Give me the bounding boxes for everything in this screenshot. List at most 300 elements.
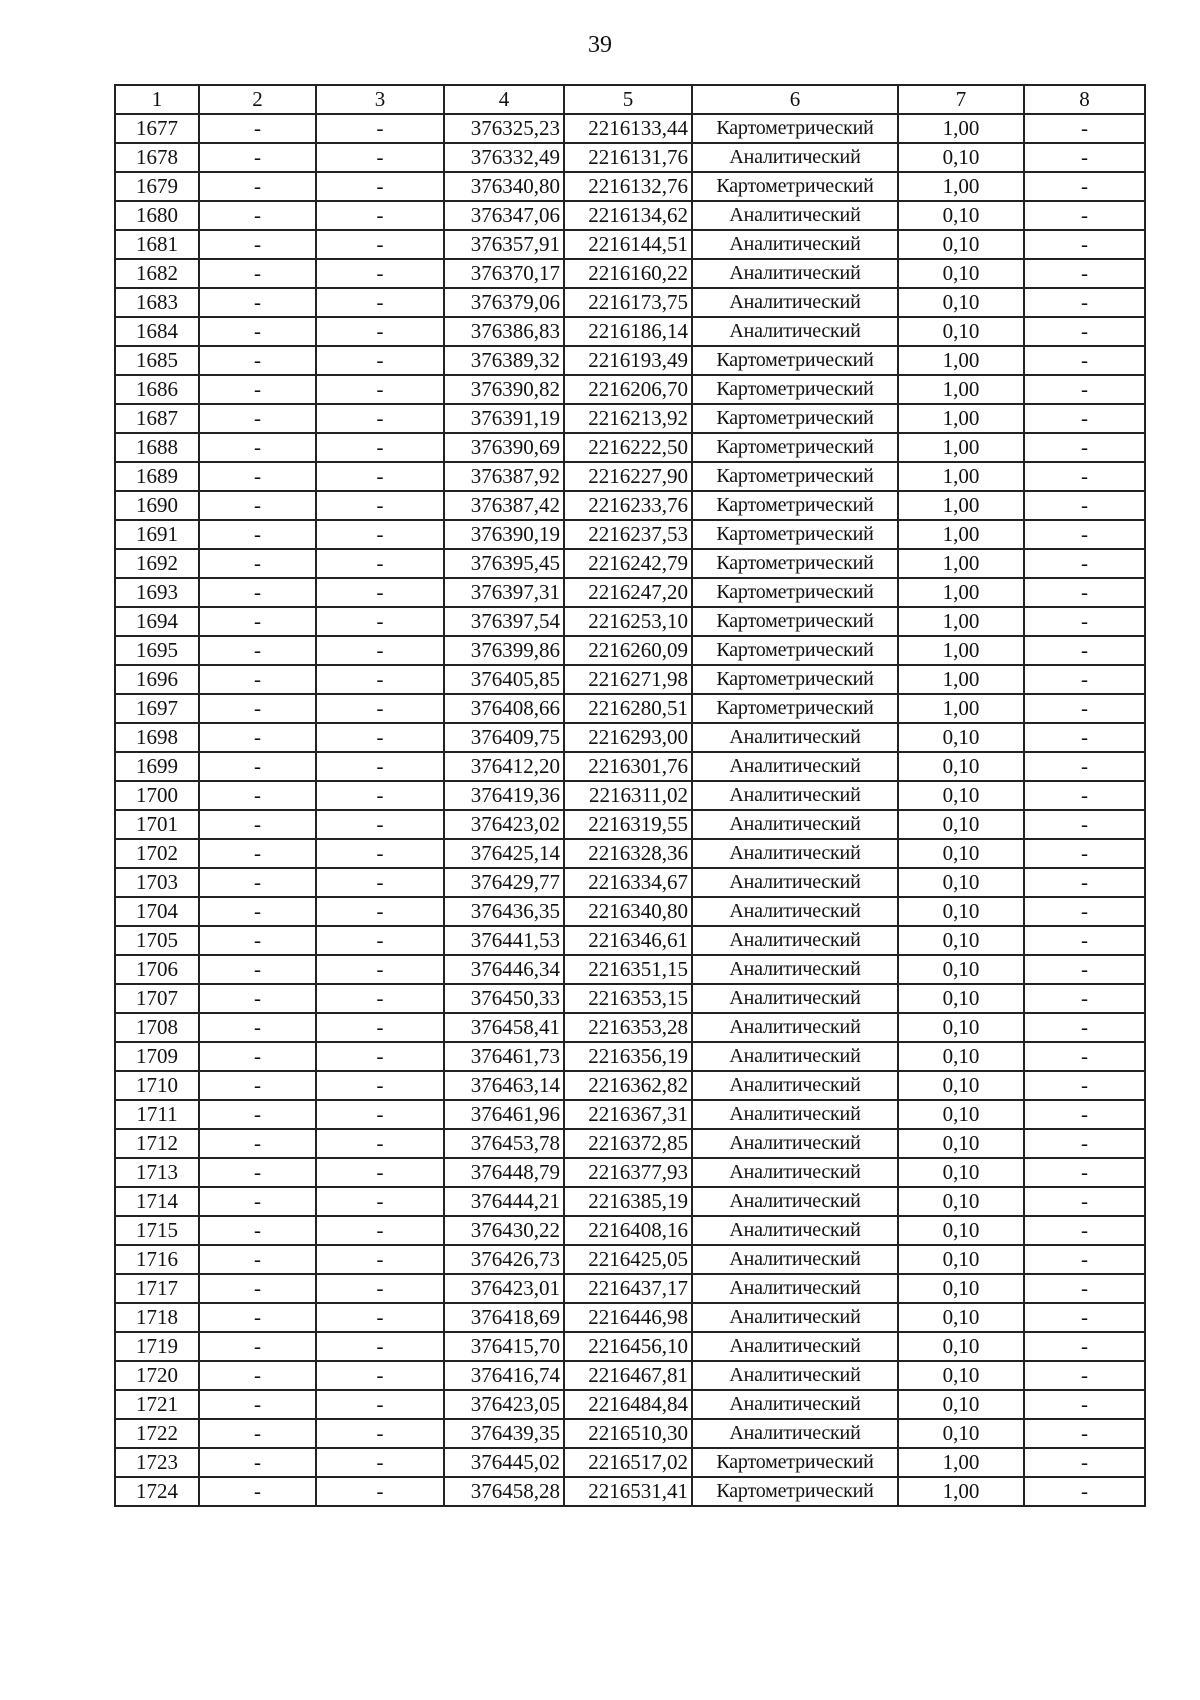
table-row bbox=[115, 1477, 1145, 1506]
y-coordinate-cell: 2216377,93 bbox=[564, 1158, 692, 1187]
y-coordinate-cell: 2216260,09 bbox=[564, 636, 692, 665]
column-3-cell: - bbox=[316, 1332, 444, 1361]
column-8-cell: - bbox=[1024, 1216, 1145, 1245]
y-coordinate-cell: 2216531,41 bbox=[564, 1477, 692, 1506]
method-cell: Аналитический bbox=[692, 1419, 898, 1448]
table-row bbox=[115, 1303, 1145, 1332]
column-2-cell: - bbox=[199, 230, 316, 259]
point-number-cell: 1696 bbox=[115, 665, 199, 694]
column-8-cell: - bbox=[1024, 288, 1145, 317]
point-number-cell: 1724 bbox=[115, 1477, 199, 1506]
x-coordinate-cell: 376461,73 bbox=[444, 1042, 564, 1071]
y-coordinate-cell: 2216510,30 bbox=[564, 1419, 692, 1448]
column-2-cell: - bbox=[199, 955, 316, 984]
column-3-cell: - bbox=[316, 288, 444, 317]
y-coordinate-cell: 2216186,14 bbox=[564, 317, 692, 346]
method-cell: Аналитический bbox=[692, 781, 898, 810]
column-2-cell: - bbox=[199, 462, 316, 491]
column-2-cell: - bbox=[199, 607, 316, 636]
column-8-cell: - bbox=[1024, 607, 1145, 636]
point-number-cell: 1704 bbox=[115, 897, 199, 926]
table-row bbox=[115, 1129, 1145, 1158]
accuracy-cell: 0,10 bbox=[898, 868, 1024, 897]
method-cell: Картометрический bbox=[692, 694, 898, 723]
column-8-cell: - bbox=[1024, 752, 1145, 781]
column-2-cell: - bbox=[199, 1042, 316, 1071]
method-cell: Картометрический bbox=[692, 172, 898, 201]
column-2-cell: - bbox=[199, 1216, 316, 1245]
accuracy-cell: 1,00 bbox=[898, 549, 1024, 578]
column-3-cell: - bbox=[316, 926, 444, 955]
accuracy-cell: 0,10 bbox=[898, 288, 1024, 317]
x-coordinate-cell: 376409,75 bbox=[444, 723, 564, 752]
method-cell: Картометрический bbox=[692, 404, 898, 433]
method-cell: Аналитический bbox=[692, 810, 898, 839]
y-coordinate-cell: 2216237,53 bbox=[564, 520, 692, 549]
column-3-cell: - bbox=[316, 1187, 444, 1216]
method-cell: Картометрический bbox=[692, 462, 898, 491]
table-row bbox=[115, 259, 1145, 288]
accuracy-cell: 1,00 bbox=[898, 694, 1024, 723]
column-8-cell: - bbox=[1024, 462, 1145, 491]
x-coordinate-cell: 376458,41 bbox=[444, 1013, 564, 1042]
accuracy-cell: 1,00 bbox=[898, 433, 1024, 462]
y-coordinate-cell: 2216206,70 bbox=[564, 375, 692, 404]
column-header: 3 bbox=[316, 85, 444, 114]
table-row bbox=[115, 1448, 1145, 1477]
column-3-cell: - bbox=[316, 1158, 444, 1187]
method-cell: Аналитический bbox=[692, 1187, 898, 1216]
method-cell: Аналитический bbox=[692, 1100, 898, 1129]
accuracy-cell: 0,10 bbox=[898, 1274, 1024, 1303]
table-row bbox=[115, 810, 1145, 839]
point-number-cell: 1702 bbox=[115, 839, 199, 868]
x-coordinate-cell: 376453,78 bbox=[444, 1129, 564, 1158]
coordinates-table bbox=[114, 84, 1146, 1507]
y-coordinate-cell: 2216328,36 bbox=[564, 839, 692, 868]
method-cell: Аналитический bbox=[692, 1216, 898, 1245]
y-coordinate-cell: 2216222,50 bbox=[564, 433, 692, 462]
method-cell: Аналитический bbox=[692, 1332, 898, 1361]
y-coordinate-cell: 2216311,02 bbox=[564, 781, 692, 810]
point-number-cell: 1717 bbox=[115, 1274, 199, 1303]
x-coordinate-cell: 376390,69 bbox=[444, 433, 564, 462]
point-number-cell: 1708 bbox=[115, 1013, 199, 1042]
column-3-cell: - bbox=[316, 375, 444, 404]
table-row bbox=[115, 201, 1145, 230]
column-8-cell: - bbox=[1024, 1100, 1145, 1129]
column-3-cell: - bbox=[316, 1390, 444, 1419]
column-8-cell: - bbox=[1024, 694, 1145, 723]
column-2-cell: - bbox=[199, 868, 316, 897]
accuracy-cell: 0,10 bbox=[898, 723, 1024, 752]
column-3-cell: - bbox=[316, 752, 444, 781]
method-cell: Картометрический bbox=[692, 607, 898, 636]
x-coordinate-cell: 376391,19 bbox=[444, 404, 564, 433]
method-cell: Картометрический bbox=[692, 433, 898, 462]
x-coordinate-cell: 376441,53 bbox=[444, 926, 564, 955]
x-coordinate-cell: 376405,85 bbox=[444, 665, 564, 694]
table-row bbox=[115, 288, 1145, 317]
method-cell: Аналитический bbox=[692, 317, 898, 346]
accuracy-cell: 0,10 bbox=[898, 143, 1024, 172]
column-8-cell: - bbox=[1024, 1274, 1145, 1303]
point-number-cell: 1693 bbox=[115, 578, 199, 607]
column-8-cell: - bbox=[1024, 1448, 1145, 1477]
column-8-cell: - bbox=[1024, 1477, 1145, 1506]
table-row bbox=[115, 1419, 1145, 1448]
x-coordinate-cell: 376436,35 bbox=[444, 897, 564, 926]
table-row bbox=[115, 230, 1145, 259]
column-2-cell: - bbox=[199, 491, 316, 520]
accuracy-cell: 1,00 bbox=[898, 404, 1024, 433]
point-number-cell: 1705 bbox=[115, 926, 199, 955]
column-3-cell: - bbox=[316, 578, 444, 607]
column-8-cell: - bbox=[1024, 1071, 1145, 1100]
column-8-cell: - bbox=[1024, 317, 1145, 346]
method-cell: Аналитический bbox=[692, 1303, 898, 1332]
x-coordinate-cell: 376387,92 bbox=[444, 462, 564, 491]
column-3-cell: - bbox=[316, 462, 444, 491]
x-coordinate-cell: 376418,69 bbox=[444, 1303, 564, 1332]
method-cell: Картометрический bbox=[692, 549, 898, 578]
x-coordinate-cell: 376325,23 bbox=[444, 114, 564, 143]
table-row bbox=[115, 984, 1145, 1013]
point-number-cell: 1713 bbox=[115, 1158, 199, 1187]
column-2-cell: - bbox=[199, 201, 316, 230]
column-2-cell: - bbox=[199, 288, 316, 317]
accuracy-cell: 0,10 bbox=[898, 984, 1024, 1013]
table-row bbox=[115, 578, 1145, 607]
y-coordinate-cell: 2216242,79 bbox=[564, 549, 692, 578]
y-coordinate-cell: 2216301,76 bbox=[564, 752, 692, 781]
method-cell: Аналитический bbox=[692, 1245, 898, 1274]
y-coordinate-cell: 2216351,15 bbox=[564, 955, 692, 984]
column-8-cell: - bbox=[1024, 810, 1145, 839]
y-coordinate-cell: 2216134,62 bbox=[564, 201, 692, 230]
table-row bbox=[115, 114, 1145, 143]
x-coordinate-cell: 376340,80 bbox=[444, 172, 564, 201]
column-2-cell: - bbox=[199, 1245, 316, 1274]
column-8-cell: - bbox=[1024, 1303, 1145, 1332]
page-number: 39 bbox=[588, 32, 612, 58]
column-3-cell: - bbox=[316, 1303, 444, 1332]
column-3-cell: - bbox=[316, 1013, 444, 1042]
method-cell: Картометрический bbox=[692, 375, 898, 404]
method-cell: Аналитический bbox=[692, 955, 898, 984]
table-row bbox=[115, 1071, 1145, 1100]
column-8-cell: - bbox=[1024, 1129, 1145, 1158]
y-coordinate-cell: 2216271,98 bbox=[564, 665, 692, 694]
table-row bbox=[115, 520, 1145, 549]
column-3-cell: - bbox=[316, 868, 444, 897]
table-row bbox=[115, 1332, 1145, 1361]
y-coordinate-cell: 2216346,61 bbox=[564, 926, 692, 955]
accuracy-cell: 1,00 bbox=[898, 114, 1024, 143]
column-8-cell: - bbox=[1024, 868, 1145, 897]
column-3-cell: - bbox=[316, 607, 444, 636]
column-8-cell: - bbox=[1024, 1158, 1145, 1187]
accuracy-cell: 0,10 bbox=[898, 781, 1024, 810]
table-row bbox=[115, 926, 1145, 955]
column-2-cell: - bbox=[199, 1332, 316, 1361]
accuracy-cell: 1,00 bbox=[898, 491, 1024, 520]
column-2-cell: - bbox=[199, 520, 316, 549]
point-number-cell: 1685 bbox=[115, 346, 199, 375]
x-coordinate-cell: 376397,54 bbox=[444, 607, 564, 636]
x-coordinate-cell: 376430,22 bbox=[444, 1216, 564, 1245]
x-coordinate-cell: 376390,82 bbox=[444, 375, 564, 404]
column-3-cell: - bbox=[316, 694, 444, 723]
x-coordinate-cell: 376416,74 bbox=[444, 1361, 564, 1390]
point-number-cell: 1714 bbox=[115, 1187, 199, 1216]
table-row bbox=[115, 549, 1145, 578]
point-number-cell: 1679 bbox=[115, 172, 199, 201]
x-coordinate-cell: 376399,86 bbox=[444, 636, 564, 665]
method-cell: Картометрический bbox=[692, 1448, 898, 1477]
point-number-cell: 1689 bbox=[115, 462, 199, 491]
point-number-cell: 1683 bbox=[115, 288, 199, 317]
x-coordinate-cell: 376412,20 bbox=[444, 752, 564, 781]
table-row bbox=[115, 346, 1145, 375]
table-header-row bbox=[115, 85, 1145, 114]
accuracy-cell: 1,00 bbox=[898, 172, 1024, 201]
column-2-cell: - bbox=[199, 433, 316, 462]
point-number-cell: 1716 bbox=[115, 1245, 199, 1274]
method-cell: Аналитический bbox=[692, 259, 898, 288]
point-number-cell: 1678 bbox=[115, 143, 199, 172]
table-row bbox=[115, 1042, 1145, 1071]
y-coordinate-cell: 2216213,92 bbox=[564, 404, 692, 433]
y-coordinate-cell: 2216517,02 bbox=[564, 1448, 692, 1477]
column-3-cell: - bbox=[316, 520, 444, 549]
accuracy-cell: 0,10 bbox=[898, 1245, 1024, 1274]
x-coordinate-cell: 376347,06 bbox=[444, 201, 564, 230]
column-8-cell: - bbox=[1024, 839, 1145, 868]
column-2-cell: - bbox=[199, 1187, 316, 1216]
table-row bbox=[115, 781, 1145, 810]
accuracy-cell: 0,10 bbox=[898, 1303, 1024, 1332]
y-coordinate-cell: 2216340,80 bbox=[564, 897, 692, 926]
y-coordinate-cell: 2216227,90 bbox=[564, 462, 692, 491]
column-3-cell: - bbox=[316, 1042, 444, 1071]
x-coordinate-cell: 376408,66 bbox=[444, 694, 564, 723]
y-coordinate-cell: 2216293,00 bbox=[564, 723, 692, 752]
y-coordinate-cell: 2216193,49 bbox=[564, 346, 692, 375]
column-3-cell: - bbox=[316, 1448, 444, 1477]
x-coordinate-cell: 376426,73 bbox=[444, 1245, 564, 1274]
point-number-cell: 1711 bbox=[115, 1100, 199, 1129]
table-row bbox=[115, 433, 1145, 462]
accuracy-cell: 1,00 bbox=[898, 578, 1024, 607]
column-2-cell: - bbox=[199, 781, 316, 810]
point-number-cell: 1710 bbox=[115, 1071, 199, 1100]
method-cell: Аналитический bbox=[692, 143, 898, 172]
point-number-cell: 1712 bbox=[115, 1129, 199, 1158]
column-8-cell: - bbox=[1024, 955, 1145, 984]
table-row bbox=[115, 491, 1145, 520]
x-coordinate-cell: 376445,02 bbox=[444, 1448, 564, 1477]
column-2-cell: - bbox=[199, 1448, 316, 1477]
x-coordinate-cell: 376395,45 bbox=[444, 549, 564, 578]
y-coordinate-cell: 2216353,15 bbox=[564, 984, 692, 1013]
accuracy-cell: 1,00 bbox=[898, 607, 1024, 636]
column-8-cell: - bbox=[1024, 1361, 1145, 1390]
column-3-cell: - bbox=[316, 897, 444, 926]
y-coordinate-cell: 2216437,17 bbox=[564, 1274, 692, 1303]
accuracy-cell: 0,10 bbox=[898, 230, 1024, 259]
accuracy-cell: 0,10 bbox=[898, 1390, 1024, 1419]
accuracy-cell: 0,10 bbox=[898, 259, 1024, 288]
point-number-cell: 1698 bbox=[115, 723, 199, 752]
y-coordinate-cell: 2216367,31 bbox=[564, 1100, 692, 1129]
table-row bbox=[115, 1274, 1145, 1303]
method-cell: Аналитический bbox=[692, 1042, 898, 1071]
method-cell: Аналитический bbox=[692, 1390, 898, 1419]
column-2-cell: - bbox=[199, 1419, 316, 1448]
x-coordinate-cell: 376461,96 bbox=[444, 1100, 564, 1129]
accuracy-cell: 0,10 bbox=[898, 1129, 1024, 1158]
column-2-cell: - bbox=[199, 578, 316, 607]
accuracy-cell: 1,00 bbox=[898, 636, 1024, 665]
column-2-cell: - bbox=[199, 404, 316, 433]
point-number-cell: 1684 bbox=[115, 317, 199, 346]
column-2-cell: - bbox=[199, 1013, 316, 1042]
table-row bbox=[115, 1187, 1145, 1216]
y-coordinate-cell: 2216456,10 bbox=[564, 1332, 692, 1361]
x-coordinate-cell: 376423,01 bbox=[444, 1274, 564, 1303]
column-2-cell: - bbox=[199, 636, 316, 665]
table-row bbox=[115, 665, 1145, 694]
accuracy-cell: 0,10 bbox=[898, 839, 1024, 868]
table-row bbox=[115, 404, 1145, 433]
column-2-cell: - bbox=[199, 143, 316, 172]
table-row bbox=[115, 868, 1145, 897]
x-coordinate-cell: 376425,14 bbox=[444, 839, 564, 868]
method-cell: Аналитический bbox=[692, 1274, 898, 1303]
column-8-cell: - bbox=[1024, 926, 1145, 955]
column-3-cell: - bbox=[316, 1361, 444, 1390]
point-number-cell: 1718 bbox=[115, 1303, 199, 1332]
x-coordinate-cell: 376444,21 bbox=[444, 1187, 564, 1216]
table-row bbox=[115, 723, 1145, 752]
column-3-cell: - bbox=[316, 1071, 444, 1100]
accuracy-cell: 1,00 bbox=[898, 520, 1024, 549]
y-coordinate-cell: 2216280,51 bbox=[564, 694, 692, 723]
accuracy-cell: 1,00 bbox=[898, 1448, 1024, 1477]
column-3-cell: - bbox=[316, 1245, 444, 1274]
y-coordinate-cell: 2216133,44 bbox=[564, 114, 692, 143]
point-number-cell: 1690 bbox=[115, 491, 199, 520]
column-8-cell: - bbox=[1024, 230, 1145, 259]
column-2-cell: - bbox=[199, 926, 316, 955]
column-3-cell: - bbox=[316, 1129, 444, 1158]
column-2-cell: - bbox=[199, 897, 316, 926]
column-3-cell: - bbox=[316, 1274, 444, 1303]
column-header: 4 bbox=[444, 85, 564, 114]
column-3-cell: - bbox=[316, 143, 444, 172]
table-row bbox=[115, 1361, 1145, 1390]
accuracy-cell: 0,10 bbox=[898, 1332, 1024, 1361]
point-number-cell: 1723 bbox=[115, 1448, 199, 1477]
point-number-cell: 1694 bbox=[115, 607, 199, 636]
column-2-cell: - bbox=[199, 172, 316, 201]
x-coordinate-cell: 376419,36 bbox=[444, 781, 564, 810]
y-coordinate-cell: 2216173,75 bbox=[564, 288, 692, 317]
column-2-cell: - bbox=[199, 1071, 316, 1100]
accuracy-cell: 1,00 bbox=[898, 346, 1024, 375]
column-8-cell: - bbox=[1024, 636, 1145, 665]
method-cell: Картометрический bbox=[692, 491, 898, 520]
x-coordinate-cell: 376446,34 bbox=[444, 955, 564, 984]
column-2-cell: - bbox=[199, 1100, 316, 1129]
y-coordinate-cell: 2216425,05 bbox=[564, 1245, 692, 1274]
method-cell: Аналитический bbox=[692, 1013, 898, 1042]
column-3-cell: - bbox=[316, 781, 444, 810]
x-coordinate-cell: 376458,28 bbox=[444, 1477, 564, 1506]
point-number-cell: 1686 bbox=[115, 375, 199, 404]
method-cell: Аналитический bbox=[692, 897, 898, 926]
method-cell: Аналитический bbox=[692, 288, 898, 317]
column-3-cell: - bbox=[316, 955, 444, 984]
column-8-cell: - bbox=[1024, 1332, 1145, 1361]
point-number-cell: 1719 bbox=[115, 1332, 199, 1361]
x-coordinate-cell: 376379,06 bbox=[444, 288, 564, 317]
column-8-cell: - bbox=[1024, 201, 1145, 230]
column-3-cell: - bbox=[316, 549, 444, 578]
column-8-cell: - bbox=[1024, 172, 1145, 201]
point-number-cell: 1722 bbox=[115, 1419, 199, 1448]
column-3-cell: - bbox=[316, 723, 444, 752]
column-2-cell: - bbox=[199, 752, 316, 781]
column-2-cell: - bbox=[199, 1274, 316, 1303]
method-cell: Аналитический bbox=[692, 984, 898, 1013]
point-number-cell: 1687 bbox=[115, 404, 199, 433]
method-cell: Картометрический bbox=[692, 114, 898, 143]
column-header: 6 bbox=[692, 85, 898, 114]
accuracy-cell: 0,10 bbox=[898, 1419, 1024, 1448]
method-cell: Картометрический bbox=[692, 1477, 898, 1506]
column-3-cell: - bbox=[316, 259, 444, 288]
column-2-cell: - bbox=[199, 1361, 316, 1390]
y-coordinate-cell: 2216334,67 bbox=[564, 868, 692, 897]
accuracy-cell: 0,10 bbox=[898, 955, 1024, 984]
method-cell: Аналитический bbox=[692, 1071, 898, 1100]
accuracy-cell: 0,10 bbox=[898, 1071, 1024, 1100]
table-row bbox=[115, 143, 1145, 172]
y-coordinate-cell: 2216253,10 bbox=[564, 607, 692, 636]
accuracy-cell: 0,10 bbox=[898, 926, 1024, 955]
table-row bbox=[115, 1390, 1145, 1419]
column-2-cell: - bbox=[199, 114, 316, 143]
column-3-cell: - bbox=[316, 1216, 444, 1245]
x-coordinate-cell: 376389,32 bbox=[444, 346, 564, 375]
column-8-cell: - bbox=[1024, 665, 1145, 694]
x-coordinate-cell: 376448,79 bbox=[444, 1158, 564, 1187]
column-2-cell: - bbox=[199, 1303, 316, 1332]
point-number-cell: 1721 bbox=[115, 1390, 199, 1419]
column-8-cell: - bbox=[1024, 375, 1145, 404]
method-cell: Аналитический bbox=[692, 723, 898, 752]
column-3-cell: - bbox=[316, 114, 444, 143]
table-row bbox=[115, 752, 1145, 781]
column-8-cell: - bbox=[1024, 1390, 1145, 1419]
column-8-cell: - bbox=[1024, 404, 1145, 433]
point-number-cell: 1699 bbox=[115, 752, 199, 781]
table-row bbox=[115, 1216, 1145, 1245]
point-number-cell: 1697 bbox=[115, 694, 199, 723]
table-row bbox=[115, 839, 1145, 868]
